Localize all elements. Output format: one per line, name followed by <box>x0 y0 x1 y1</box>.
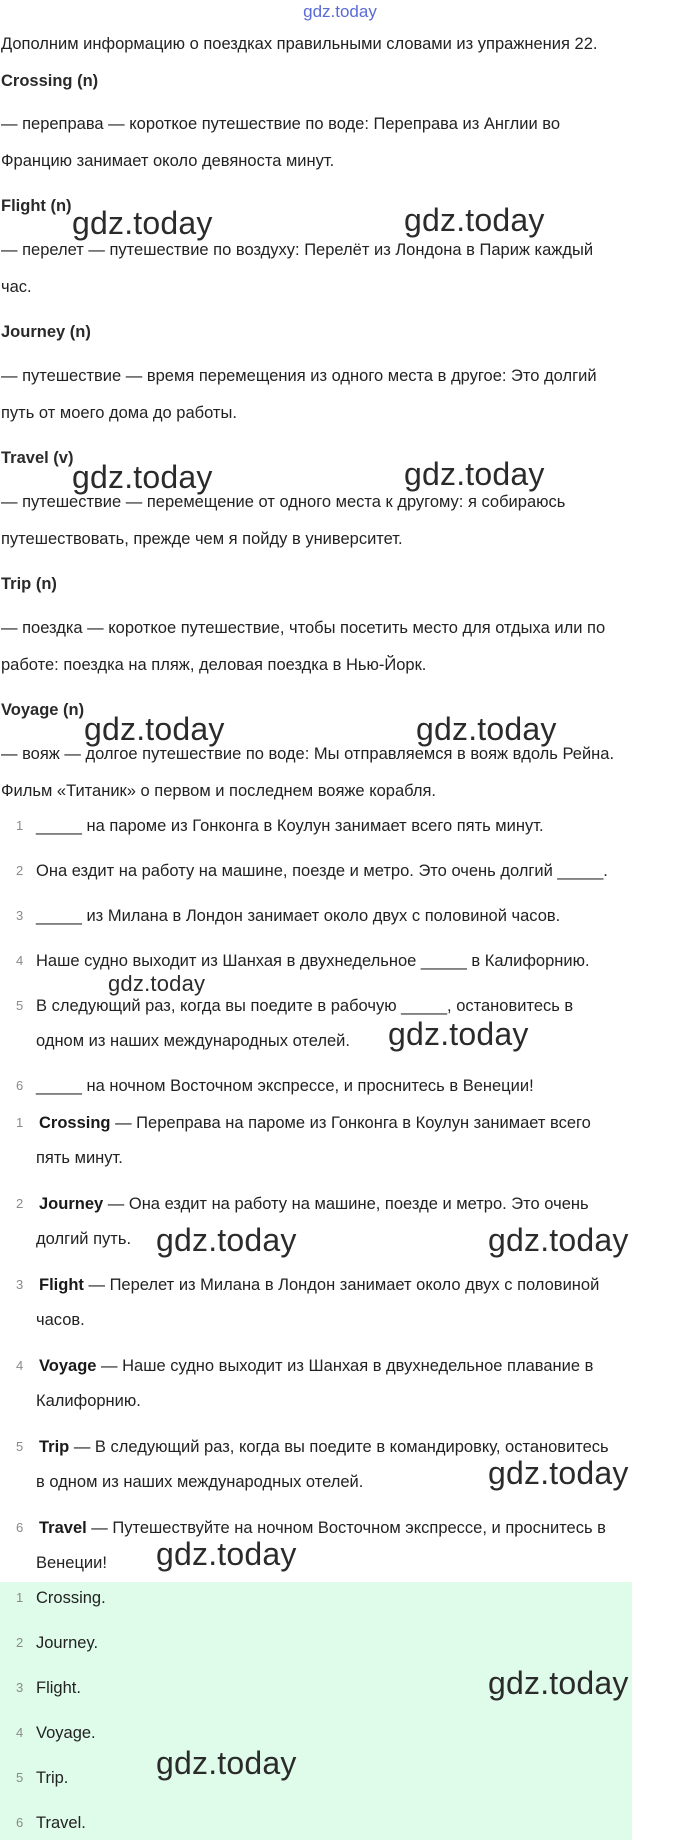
answer-item-continued: в одном из наших международных отелей. <box>36 1473 364 1491</box>
watermark: gdz.today <box>156 1536 297 1572</box>
answer-text: — Переправа на пароме из Гонконга в Коулун занимает всего <box>110 1114 591 1132</box>
item-number: 6 <box>16 1078 24 1093</box>
answer-word: Journey <box>39 1195 104 1213</box>
watermark: gdz.today <box>108 971 206 996</box>
short-answer: Flight. <box>36 1679 81 1697</box>
short-answer: Travel. <box>36 1814 86 1832</box>
vocab-definition: — переправа — короткое путешествие по воде: Переправа из Англии во <box>1 115 561 133</box>
exercise-item: Наше судно выходит из Шанхая в двухнедельное _____ в Калифорнию. <box>36 952 590 970</box>
vocab-definition: час. <box>1 278 32 296</box>
answer-item-continued: Венеции! <box>36 1554 107 1572</box>
vocab-heading: Voyage (n) <box>1 701 85 719</box>
vocab-definition: — вояж — долгое путешествие по воде: Мы отправляемся в вояж вдоль Рейна. <box>1 745 615 763</box>
answer-number: 4 <box>16 1358 24 1373</box>
answer-item-continued: Калифорнию. <box>36 1392 141 1410</box>
watermark: gdz.today <box>488 1665 629 1701</box>
vocab-heading: Crossing (n) <box>1 72 99 90</box>
short-answer: Crossing. <box>36 1589 106 1607</box>
item-number: 4 <box>16 953 24 968</box>
short-answer: Trip. <box>36 1769 69 1787</box>
answer-text: — Путешествуйте на ночном Восточном экспрессе, и проснитесь в <box>86 1519 606 1537</box>
watermark: gdz.today <box>416 711 557 747</box>
item-number: 5 <box>16 998 24 1013</box>
answer-text: — В следующий раз, когда вы поедите в командировку, остановитесь <box>69 1438 609 1456</box>
watermark: gdz.today <box>388 1016 529 1052</box>
vocab-definition: путешествовать, прежде чем я пойду в университет. <box>1 530 403 548</box>
vocab-definition: — перелет — путешествие по воздуху: Перелёт из Лондона в Париж каждый <box>1 241 594 259</box>
exercise-item: _____ на ночном Восточном экспрессе, и проснитесь в Венеции! <box>36 1077 534 1095</box>
answer-word: Trip <box>39 1438 70 1456</box>
exercise-item: Она ездит на работу на машине, поезде и метро. Это очень долгий _____. <box>36 862 608 880</box>
short-answer: Journey. <box>36 1634 99 1652</box>
vocab-definition: Фильм «Титаник» о первом и последнем вояже корабля. <box>1 782 436 800</box>
watermark: gdz.today <box>488 1455 629 1491</box>
vocab-definition: — путешествие — перемещение от одного места к другому: я собираюсь <box>1 493 566 511</box>
watermark: gdz.today <box>72 459 213 495</box>
watermark: gdz.today <box>488 1222 629 1258</box>
item-number: 3 <box>16 908 24 923</box>
answer-item-continued: долгий путь. <box>36 1230 132 1248</box>
answer-item-continued: часов. <box>36 1311 85 1329</box>
watermark: gdz.today <box>404 202 545 238</box>
answer-word: Flight <box>39 1276 84 1294</box>
answer-word: Crossing <box>39 1114 111 1132</box>
answer-item <box>39 1274 599 1296</box>
short-answer-number: 6 <box>16 1815 24 1830</box>
exercise-item: _____ на пароме из Гонконга в Коулун занимает всего пять минут. <box>36 817 544 835</box>
vocab-definition: Францию занимает около девяноста минут. <box>1 152 335 170</box>
exercise-item-continued: одном из наших международных отелей. <box>36 1032 350 1050</box>
vocab-heading: Trip (n) <box>1 575 57 593</box>
vocab-heading: Travel (v) <box>1 449 74 467</box>
item-number: 1 <box>16 818 24 833</box>
answer-item <box>39 1193 589 1215</box>
vocab-definition: путь от моего дома до работы. <box>1 404 237 422</box>
vocab-heading: Flight (n) <box>1 197 72 215</box>
short-answer-number: 3 <box>16 1680 24 1695</box>
answer-text: — Перелет из Милана в Лондон занимает около двух с половиной <box>83 1276 600 1294</box>
answer-text: — Она ездит на работу на машине, поезде и метро. Это очень <box>103 1195 589 1213</box>
answer-number: 3 <box>16 1277 24 1292</box>
short-answer-number: 2 <box>16 1635 24 1650</box>
vocab-definition: — путешествие — время перемещения из одного места в другое: Это долгий <box>1 367 597 385</box>
site-logo[interactable]: gdz.today <box>303 2 377 21</box>
watermark: gdz.today <box>404 456 545 492</box>
exercise-item: В следующий раз, когда вы поедите в рабочую _____, остановитесь в <box>36 997 574 1015</box>
short-answer: Voyage. <box>36 1724 96 1742</box>
vocab-heading: Journey (n) <box>1 323 91 341</box>
answer-item <box>39 1355 593 1377</box>
answer-word: Voyage <box>39 1357 97 1375</box>
watermark: gdz.today <box>72 205 213 241</box>
intro-text: Дополним информацию о поездках правильными словами из упражнения 22. <box>1 35 598 53</box>
short-answer-number: 1 <box>16 1590 24 1605</box>
watermark: gdz.today <box>156 1222 297 1258</box>
short-answer-number: 5 <box>16 1770 24 1785</box>
answer-word: Travel <box>39 1519 87 1537</box>
short-answer-number: 4 <box>16 1725 24 1740</box>
answer-number: 5 <box>16 1439 24 1454</box>
watermark: gdz.today <box>156 1745 297 1781</box>
item-number: 2 <box>16 863 24 878</box>
vocab-definition: — поездка — короткое путешествие, чтобы посетить место для отдыха или по <box>1 619 606 637</box>
watermark: gdz.today <box>84 711 225 747</box>
answer-number: 1 <box>16 1115 24 1130</box>
answer-item <box>39 1112 591 1134</box>
answer-item-continued: пять минут. <box>36 1149 123 1167</box>
short-answers-panel <box>0 1582 632 1840</box>
vocab-definition: работе: поездка на пляж, деловая поездка в Нью-Йорк. <box>1 656 427 674</box>
answer-text: — Наше судно выходит из Шанхая в двухнедельное плавание в <box>96 1357 594 1375</box>
answer-number: 2 <box>16 1196 24 1211</box>
answer-item <box>39 1517 606 1539</box>
answer-number: 6 <box>16 1520 24 1535</box>
exercise-item: _____ из Милана в Лондон занимает около двух с половиной часов. <box>36 907 561 925</box>
